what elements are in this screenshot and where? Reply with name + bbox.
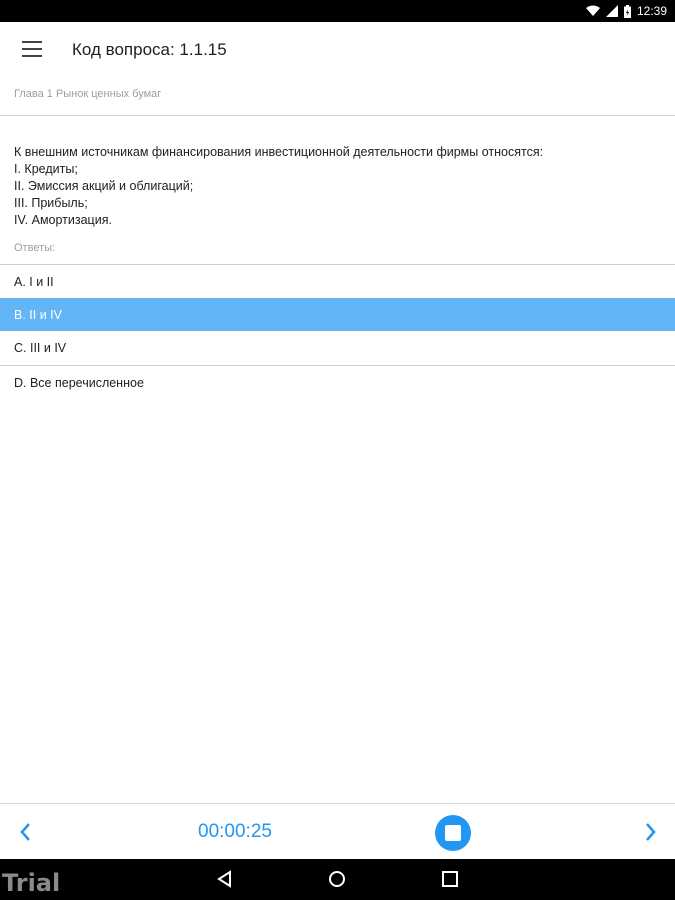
status-icons xyxy=(586,3,667,19)
answers-label: Ответы: xyxy=(14,242,56,254)
back-icon[interactable] xyxy=(216,870,234,888)
stop-button[interactable] xyxy=(435,815,471,851)
answer-option-d[interactable] xyxy=(0,366,675,399)
question-line: III. Прибыль; xyxy=(14,196,88,210)
trial-watermark: Trial xyxy=(2,869,61,897)
signal-icon xyxy=(606,5,618,17)
divider xyxy=(0,115,675,116)
answer-label: D. Все перечисленное xyxy=(14,375,144,390)
status-time: 12:39 xyxy=(636,4,667,18)
question-text xyxy=(14,144,654,229)
answer-label: C. III и IV xyxy=(14,340,67,355)
battery-icon xyxy=(624,5,631,18)
question-line: IV. Амортизация. xyxy=(14,213,112,227)
answer-label: A. I и II xyxy=(14,274,54,289)
status-bar xyxy=(0,0,675,22)
menu-icon[interactable] xyxy=(22,41,42,57)
wifi-icon xyxy=(586,5,600,17)
timer: 00:00:25 xyxy=(198,821,272,842)
page-title: Код вопроса: 1.1.15 xyxy=(72,40,227,59)
chevron-left-icon[interactable] xyxy=(16,820,36,844)
recents-icon[interactable] xyxy=(441,870,459,888)
bottom-nav xyxy=(0,803,675,859)
question-line: I. Кредиты; xyxy=(14,162,78,176)
app-bar xyxy=(0,22,675,80)
stop-icon xyxy=(445,825,461,841)
chevron-right-icon[interactable] xyxy=(640,820,660,844)
chapter-label: Глава 1 Рынок ценных бумаг xyxy=(14,88,162,100)
question-line: К внешним источникам финансирования инвестиционной деятельности фирмы относятся: xyxy=(14,145,544,159)
answer-option-b[interactable] xyxy=(0,298,675,331)
answer-option-c[interactable] xyxy=(0,331,675,364)
home-icon[interactable] xyxy=(328,870,346,888)
system-nav-bar xyxy=(0,859,675,900)
answer-option-a[interactable] xyxy=(0,265,675,298)
answer-label: B. II и IV xyxy=(14,307,62,322)
question-line: II. Эмиссия акций и облигаций; xyxy=(14,179,194,193)
